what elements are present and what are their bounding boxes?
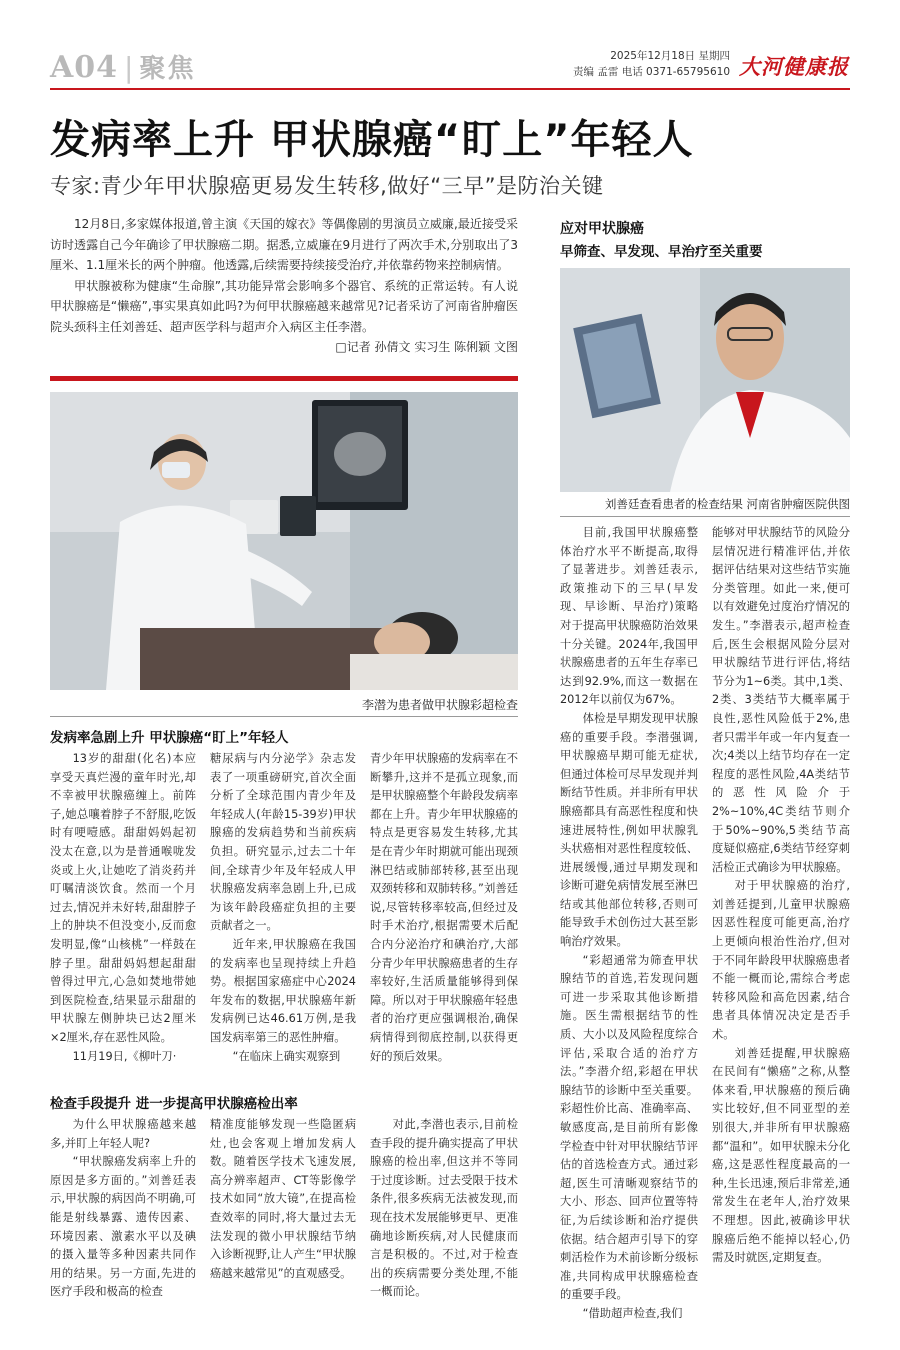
- date-text: 2025年12月18日 星期四: [610, 50, 730, 62]
- section3-subtitle: 早筛查、早发现、早治疗至关重要: [560, 244, 763, 260]
- section3-column-2: [712, 524, 850, 1268]
- intro-paragraph: 甲状腺被称为健康“生命腺”,其功能异常会影响多个器官、系统的正常运转。有人说甲状腺癌是“懒癌”,事实果真如此吗?为何甲状腺癌越来越常见?记者采访了河南省肿瘤医院头颈科主任刘善廷、超声医学科与超声介入病区主任李潜。: [50, 278, 518, 334]
- dateline: [566, 48, 730, 80]
- subheadline: 专家:青少年甲状腺癌更易发生转移,做好“三早”是防治关键: [50, 174, 604, 198]
- doctor-review-photo: [560, 268, 850, 492]
- paragraph: 体检是早期发现甲状腺癌的重要手段。李潜强调,甲状腺癌早期可能无症状,但通过体检可尽早发现并判断结节性质。并非所有甲状腺癌都具有高恶性程度和快速进展特性,例如甲状腺乳头状癌相对恶性程度较低、进展缓慢,通过早期发现和诊断可避免病情发展至淋巴结或其他部位转移,否则可能导致手术创伤过大甚至影响治疗效果。: [560, 711, 698, 949]
- page-label: [50, 48, 195, 88]
- left-photo-caption: 李潜为患者做甲状腺彩超检查: [361, 698, 518, 712]
- page-number: A04: [50, 50, 119, 85]
- paragraph: 对于甲状腺癌的治疗,刘善廷提到,儿童甲状腺癌因恶性程度可能更高,治疗上更倾向根治性治疗,但对于不同年龄段甲状腺癌患者不能一概而论,需综合考虑转移风险和高危因素,结合患者具体情况决定是否手术。: [712, 879, 850, 1042]
- section1-title: 发病率急剧上升 甲状腺癌“盯上”年轻人: [50, 730, 289, 746]
- intro-red-rule: [50, 376, 518, 381]
- paragraph: 能够对甲状腺结节的风险分层情况进行精准评估,并依据评估结果对这些结节实施分类管理。如此一来,便可以有效避免过度治疗情况的发生。”李潜表示,超声检查后,医生会根据风险分层对甲状腺结节进行评估,将结节分为1~6类。其中,1类、2类、3类结节大概率属于良性,恶性风险低于2%,患者只需半年或一年内复查一次;4类以上结节均存在一定程度的恶性风险,4A类结节的恶性风险介于2%~10%,4C类结节则介于50%~90%,5类结节高度疑似癌症,6类结节经穿刺活检正式确诊为甲状腺癌。: [712, 526, 850, 874]
- byline: □记者 孙倩文 实习生 陈俐颖 文图: [335, 340, 518, 354]
- section3-column-1: [560, 524, 698, 1324]
- section1-column-1: [50, 750, 196, 1066]
- paragraph: 对此,李潜也表示,目前检查手段的提升确实提高了甲状腺癌的检出率,但这并不等同于过度诊断。过去受限于技术条件,很多疾病无法被发现,而现在技术发展能够更早、更准确地诊断疾病,对人民健康而言是积极的。不过,对于检查出的疾病需要分类处理,不能一概而论。: [370, 1118, 518, 1299]
- newspaper-logo: 大河健康报: [739, 54, 849, 79]
- paragraph: 青少年甲状腺癌的发病率在不断攀升,这并不是孤立现象,而是甲状腺癌整个年龄段发病率都在上升。青少年甲状腺癌的特点是更容易发生转移,尤其是在青少年时期就可能出现颈淋巴结或肺部转移,甚至出现双颈转移和双肺转移。”刘善廷说,尽管转移率较高,但经过及时手术治疗,根据需要术后配合内分泌治疗和碘治疗,大部分青少年甲状腺癌患者的生存率较好,生活质量能够得到保障。所以对于甲状腺癌年轻患者的治疗更应强调根治,确保病情得到彻底控制,以获得更好的预后效果。: [370, 752, 518, 1063]
- paragraph: 11月19日,《柳叶刀·: [72, 1049, 177, 1063]
- intro-text: [50, 214, 518, 358]
- doctor-review-illustration: [560, 268, 850, 492]
- section-name: 聚焦: [139, 54, 196, 84]
- paragraph: “在临床上确实观察到: [232, 1049, 341, 1063]
- paragraph: 精准度能够发现一些隐匿病灶,也会客观上增加发病人数。随着医学技术飞速发展,高分辨率超声、CT等影像学技术如同“放大镜”,在提高检查效率的同时,将大量过去无法发现的微小甲状腺结节纳入诊断视野,让人产生“甲状腺癌越来越常见”的直观感受。: [210, 1118, 356, 1280]
- section3-title: 应对甲状腺癌: [560, 221, 644, 237]
- intro-paragraph: 12月8日,多家媒体报道,曾主演《天国的嫁衣》等偶像剧的男演员立威廉,最近接受采访时透露自己今年确诊了甲状腺癌二期。据悉,立威廉在9月进行了两次手术,分别取出了3厘米、1.1厘米长的两个肿瘤。他透露,后续需要持续接受治疗,并依靠药物来控制病情。: [50, 217, 518, 272]
- caption-rule: [50, 716, 518, 717]
- paragraph: 13岁的甜甜(化名)本应享受天真烂漫的童年时光,却不幸被甲状腺癌缠上。前阵子,她总嚷着脖子不舒服,吃饭时有哽噎感。甜甜妈妈起初没太在意,以为是普通喉咙发炎或上火,让她吃了消炎药并叮嘱清淡饮食。然而一个月过去,情况并未好转,甜甜脖子上的肿块不但没变小,反而愈发明显,像“山核桃”一样鼓在脖子里。甜甜妈妈想起甜甜曾得过甲亢,心急如焚地带她到医院检查,结果显示甜甜的甲状腺左侧肿块已达2厘米×2厘米,存在恶性风险。: [50, 752, 196, 1044]
- paragraph: 近年来,甲状腺癌在我国的发病率也呈现持续上升趋势。根据国家癌症中心2024年发布的数据,甲状腺癌年新发病例已达46.61万例,是我国发病率第三的恶性肿瘤。: [210, 937, 356, 1044]
- section1-column-3: [370, 750, 518, 1066]
- editor-text: 责编 孟雷 电话 0371-65795610: [573, 66, 730, 78]
- section2-column-2: [210, 1116, 356, 1283]
- headline: 发病率上升 甲状腺癌“盯上”年轻人: [50, 117, 694, 163]
- right-photo-caption: 刘善廷查看患者的检查结果 河南省肿瘤医院供图: [604, 497, 850, 511]
- section2-column-3: [370, 1116, 518, 1302]
- right-caption-rule: [560, 516, 850, 517]
- section2-column-1: [50, 1116, 196, 1302]
- paragraph: 糖尿病与内分泌学》杂志发表了一项重磅研究,首次全面分析了全球范围内青少年及年轻成人(年龄15-39岁)甲状腺癌的发病趋势和当前疾病负担。研究显示,过去二十年间,全球青少年及年轻成人甲状腺癌发病率急剧上升,已成为该年龄段癌症负担的主要贡献者之一。: [210, 752, 356, 933]
- paragraph: 刘善廷提醒,甲状腺癌在民间有“懒癌”之称,从整体来看,甲状腺癌的预后确实比较好,但不同亚型的差别很大,并非所有甲状腺癌都“温和”。如甲状腺未分化癌,这是恶性程度最高的一种,生长迅速,预后非常差,通常发生在老年人,治疗效果不理想。因此,被确诊甲状腺癌后绝不能掉以轻心,仍需及时就医,定期复查。: [712, 1046, 850, 1265]
- paragraph: 为什么甲状腺癌越来越多,并盯上年轻人呢?: [50, 1118, 196, 1150]
- paragraph: “甲状腺癌发病率上升的原因是多方面的。”刘善廷表示,甲状腺的病因尚不明确,可能是射线暴露、遗传因素、环境因素、激素水平以及碘的摄入量等多种因素共同作用的结果。另一方面,先进的医疗手段和极高的检查: [50, 1155, 196, 1299]
- paragraph: 目前,我国甲状腺癌整体治疗水平不断提高,取得了显著进步。刘善廷表示,政策推动下的三早(早发现、早诊断、早治疗)策略对于提高甲状腺癌防治效果十分关键。2024年,我国甲状腺癌患者的五年生存率已达到92.9%,而这一数据在2012年以前仅为67%。: [560, 526, 698, 707]
- paragraph: “彩超通常为筛查甲状腺结节的首选,若发现问题可进一步采取其他诊断措施。医生需根据结节的性质、大小以及风险程度综合评估,采取合适的治疗方法。”李潜介绍,彩超在甲状腺结节的诊断中至关重要。彩超性价比高、准确率高、敏感度高,是目前所有影像学检查中针对甲状腺结节评估的首选检查方式。通过彩超,医生可清晰观察结节的大小、形态、回声位置等特征,为后续诊断和治疗提供依据。结合超声引导下的穿刺活检作为术前诊断分级标准,共同构成甲状腺癌检查的重要手段。: [560, 953, 698, 1302]
- section2-title: 检查手段提升 进一步提高甲状腺癌检出率: [50, 1096, 298, 1112]
- paragraph: “借助超声检查,我们: [582, 1306, 683, 1320]
- section1-column-2: [210, 750, 356, 1066]
- masthead-rule: [50, 88, 850, 90]
- page-separator: |: [124, 51, 134, 84]
- ultrasound-exam-photo: [50, 392, 518, 690]
- ultrasound-exam-illustration: [50, 392, 518, 690]
